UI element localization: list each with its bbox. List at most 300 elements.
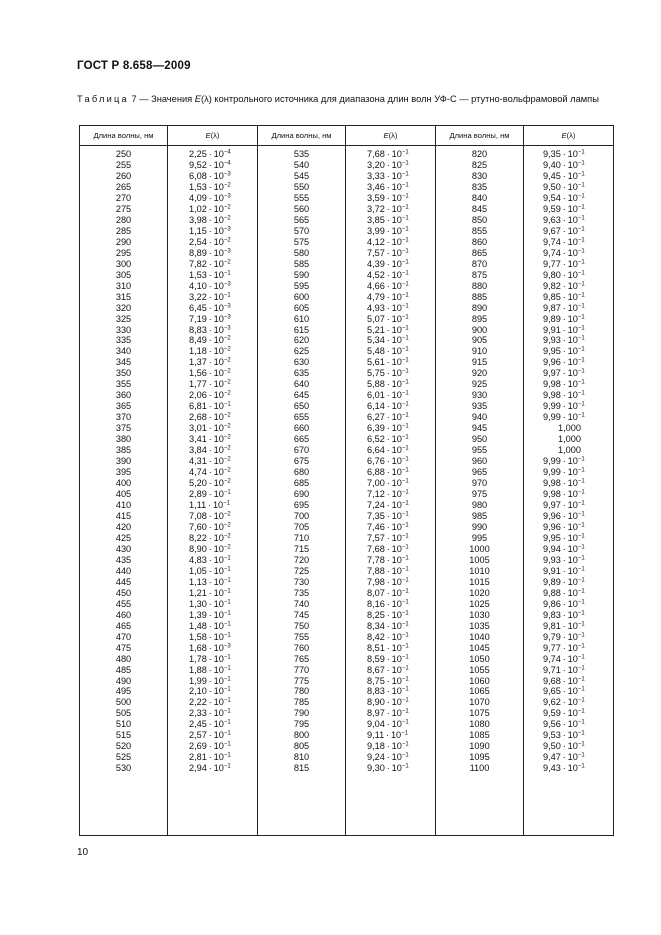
value-cell: $9,65 \cdot 10^{-1}$ (543, 686, 585, 697)
wavelength-cell: 780 (293, 686, 310, 697)
wavelength-cell: 575 (293, 236, 310, 247)
wavelength-cell: 305 (115, 269, 132, 280)
value-mantissa: 8,51 (367, 642, 385, 653)
value-mantissa: 9,89 (543, 313, 561, 324)
value-exponent: −3 (223, 248, 231, 255)
value-cell: $5,48 \cdot 10^{-1}$ (367, 346, 409, 357)
value-mantissa: 8,22 (189, 532, 207, 543)
value-exponent: −1 (577, 741, 585, 748)
value-cell: $3,99 \cdot 10^{-1}$ (367, 225, 409, 236)
value-mantissa: 7,68 (367, 543, 385, 554)
wavelength-cell: 385 (115, 445, 132, 456)
value-cell: $2,25 \cdot 10^{-4}$ (189, 149, 231, 159)
value-mantissa: 9,82 (543, 280, 561, 291)
value-cell: $2,33 \cdot 10^{-1}$ (189, 708, 231, 719)
wavelength-cell: 425 (115, 532, 132, 543)
caption-text-before: — Значения (136, 94, 195, 104)
value-cell: $8,83 \cdot 10^{-1}$ (367, 686, 409, 697)
value-exponent: −1 (577, 544, 585, 551)
value-mantissa: 7,57 (367, 532, 385, 543)
value-cell: $9,95 \cdot 10^{-1}$ (543, 532, 585, 543)
value-exponent: −1 (223, 719, 231, 726)
wavelength-cell: 310 (115, 280, 132, 291)
value-mantissa: 1,56 (189, 368, 207, 379)
value-mantissa: 4,52 (367, 269, 385, 280)
value-exponent: −2 (223, 357, 231, 364)
value-mantissa: 1,58 (189, 631, 207, 642)
value-cell: $7,88 \cdot 10^{-1}$ (367, 565, 409, 576)
value-cell: $7,82 \cdot 10^{-2}$ (189, 258, 231, 269)
value-mantissa: 9,54 (543, 192, 561, 203)
value-mantissa: 4,10 (189, 280, 207, 291)
value-mantissa: 2,10 (189, 686, 207, 697)
value-mantissa: 3,99 (367, 225, 385, 236)
wavelength-cell: 610 (293, 313, 310, 324)
value-mantissa: 9,59 (543, 203, 561, 214)
value-cell: $6,27 \cdot 10^{-1}$ (367, 412, 409, 423)
value-mantissa: 9,96 (543, 357, 561, 368)
value-mantissa: 5,20 (189, 478, 207, 489)
wavelength-cell: 1010 (469, 565, 490, 576)
value-cell: $1,11 \cdot 10^{-1}$ (189, 500, 231, 510)
value-mantissa: 1,99 (189, 675, 207, 686)
wavelength-cell: 1090 (469, 741, 490, 752)
wavelength-cell: 805 (293, 741, 310, 752)
wavelength-cell: 990 (471, 521, 488, 532)
value-cell: $8,25 \cdot 10^{-1}$ (367, 609, 409, 620)
wavelength-cell: 890 (471, 302, 488, 313)
value-cell: $9,52 \cdot 10^{-4}$ (189, 159, 231, 170)
value-mantissa: 6,08 (189, 170, 207, 181)
wavelength-cell: 855 (471, 225, 488, 236)
value-exponent: −1 (401, 511, 409, 518)
wavelength-cell: 460 (115, 609, 132, 620)
value-exponent: −1 (401, 456, 409, 463)
value-exponent: −1 (401, 599, 409, 606)
value-mantissa: 8,34 (367, 620, 385, 631)
value-mantissa: 3,22 (189, 291, 207, 302)
value-exponent: −1 (577, 500, 585, 507)
value-cell: $1,58 \cdot 10^{-1}$ (189, 631, 231, 642)
value-mantissa: 9,04 (367, 719, 385, 730)
value-cell: $8,16 \cdot 10^{-1}$ (367, 598, 409, 609)
value-exponent: −1 (401, 653, 409, 660)
value-mantissa: 6,45 (189, 302, 207, 313)
wavelength-cell: 870 (471, 258, 488, 269)
value-exponent: −1 (223, 664, 231, 671)
value-exponent: −1 (223, 632, 231, 639)
value-cell: $7,19 \cdot 10^{-3}$ (189, 313, 231, 324)
value-mantissa: 7,08 (189, 510, 207, 521)
value-cell: $8,22 \cdot 10^{-2}$ (189, 532, 231, 543)
wavelength-cell: 755 (293, 631, 310, 642)
value-exponent: −1 (401, 149, 409, 156)
value-mantissa: 9,77 (543, 258, 561, 269)
value-mantissa: 9,87 (543, 302, 561, 313)
wavelength-cell: 1005 (469, 554, 490, 565)
value-exponent: −1 (401, 478, 409, 485)
value-exponent: −1 (577, 259, 585, 266)
value-mantissa: 7,57 (367, 247, 385, 258)
value-exponent: −2 (223, 434, 231, 441)
wavelength-cell: 775 (293, 675, 310, 686)
wavelength-cell: 750 (293, 620, 310, 631)
wavelength-cell: 900 (471, 324, 488, 335)
wavelength-cell: 850 (471, 214, 488, 225)
value-exponent: −1 (223, 741, 231, 748)
value-cell: $6,88 \cdot 10^{-1}$ (367, 467, 409, 478)
value-cell: $8,89 \cdot 10^{-3}$ (189, 247, 231, 258)
value-exponent: −1 (223, 730, 231, 737)
value-exponent: −1 (223, 763, 231, 770)
value-mantissa: 1,68 (189, 642, 207, 653)
value-cell: $4,66 \cdot 10^{-1}$ (367, 280, 409, 291)
wavelength-column-3 (436, 146, 524, 836)
value-cell: $7,08 \cdot 10^{-2}$ (189, 510, 231, 521)
wavelength-cell: 655 (293, 412, 310, 423)
value-cell: $9,99 \cdot 10^{-1}$ (543, 401, 585, 412)
value-mantissa: 3,72 (367, 203, 385, 214)
wavelength-cell: 250 (115, 149, 132, 159)
value-mantissa: 6,01 (367, 390, 385, 401)
value-exponent: −1 (401, 522, 409, 529)
wavelength-cell: 625 (293, 346, 310, 357)
value-mantissa: 6,76 (367, 456, 385, 467)
value-exponent: −1 (577, 511, 585, 518)
value-exponent: −1 (401, 390, 409, 397)
value-mantissa: 9,95 (543, 532, 561, 543)
value-mantissa: 8,75 (367, 675, 385, 686)
value-mantissa: 5,75 (367, 368, 385, 379)
value-mantissa: 4,12 (367, 236, 385, 247)
value-exponent: −1 (577, 599, 585, 606)
value-mantissa: 9,98 (543, 390, 561, 401)
value-cell: $4,09 \cdot 10^{-3}$ (189, 192, 231, 203)
value-mantissa: 9,53 (543, 730, 561, 741)
value-exponent: −1 (577, 588, 585, 595)
wavelength-cell: 435 (115, 554, 132, 565)
wavelength-cell: 785 (293, 697, 310, 708)
value-mantissa: 8,90 (189, 543, 207, 554)
value-mantissa: 2,33 (189, 708, 207, 719)
value-exponent: −1 (401, 489, 409, 496)
value-cell: $1,39 \cdot 10^{-1}$ (189, 609, 231, 620)
value-mantissa: 9,77 (543, 642, 561, 653)
value-mantissa: 8,83 (367, 686, 385, 697)
value-cell: $3,85 \cdot 10^{-1}$ (367, 214, 409, 225)
value-mantissa: 1,02 (189, 203, 207, 214)
wavelength-cell: 720 (293, 554, 310, 565)
value-mantissa: 9,97 (543, 368, 561, 379)
caption-lead: Таблица (77, 94, 129, 104)
value-cell: $8,67 \cdot 10^{-1}$ (367, 664, 409, 675)
value-cell: $9,97 \cdot 10^{-1}$ (543, 500, 585, 510)
value-exponent: −1 (401, 500, 409, 507)
value-exponent: −1 (401, 302, 409, 309)
header-wavelength-2: Длина волны, нм (258, 126, 346, 146)
value-cell: $3,41 \cdot 10^{-2}$ (189, 434, 231, 445)
wavelength-cell: 665 (293, 434, 310, 445)
value-mantissa: 7,68 (367, 149, 385, 159)
wavelength-cell: 975 (471, 489, 488, 500)
value-exponent: −1 (577, 379, 585, 386)
wavelength-cell: 360 (115, 390, 132, 401)
value-cell: $2,94 \cdot 10^{-1}$ (189, 763, 231, 774)
wavelength-cell: 490 (115, 675, 132, 686)
value-mantissa: 5,21 (367, 324, 385, 335)
value-cell: $9,95 \cdot 10^{-1}$ (543, 346, 585, 357)
value-exponent: −1 (401, 160, 409, 167)
wavelength-cell: 445 (115, 576, 132, 587)
value-mantissa: 1,78 (189, 653, 207, 664)
value-exponent: −1 (577, 292, 585, 298)
value-mantissa: 1,000 (558, 445, 581, 456)
value-exponent: −1 (401, 708, 409, 715)
wavelength-cell: 1060 (469, 675, 490, 686)
value-cell: $8,90 \cdot 10^{-1}$ (367, 697, 409, 708)
wavelength-cell: 275 (115, 203, 132, 214)
value-cell: $1,05 \cdot 10^{-1}$ (189, 565, 231, 576)
value-exponent: −1 (577, 302, 585, 309)
value-exponent: −2 (223, 335, 231, 342)
value-exponent: −3 (223, 313, 231, 320)
value-cell: $5,20 \cdot 10^{-2}$ (189, 478, 231, 489)
value-mantissa: 7,98 (367, 576, 385, 587)
value-mantissa: 2,06 (189, 390, 207, 401)
value-cell: $9,43 \cdot 10^{-1}$ (543, 763, 585, 774)
value-cell: $3,59 \cdot 10^{-1}$ (367, 192, 409, 203)
value-mantissa: 9,80 (543, 269, 561, 280)
value-exponent: −1 (401, 313, 409, 320)
header-symbol: E (205, 131, 211, 140)
value-mantissa: 6,81 (189, 401, 207, 412)
value-exponent: −1 (401, 171, 409, 178)
value-mantissa: 7,19 (189, 313, 207, 324)
wavelength-cell: 520 (115, 741, 132, 752)
value-exponent: −2 (223, 456, 231, 463)
wavelength-cell: 865 (471, 247, 488, 258)
value-cell: $2,06 \cdot 10^{-2}$ (189, 390, 231, 401)
wavelength-cell: 470 (115, 631, 132, 642)
value-exponent: −3 (223, 324, 231, 331)
wavelength-cell: 895 (471, 313, 488, 324)
value-exponent: −1 (401, 664, 409, 671)
value-cell (543, 434, 613, 445)
value-exponent: −1 (401, 324, 409, 331)
value-exponent: −1 (223, 555, 231, 562)
value-exponent: −1 (401, 248, 409, 255)
wavelength-cell: 810 (293, 752, 310, 763)
value-mantissa: 9,50 (543, 741, 561, 752)
wavelength-cell: 705 (293, 521, 310, 532)
value-cell: $7,60 \cdot 10^{-2}$ (189, 521, 231, 532)
value-exponent: −1 (577, 313, 585, 320)
value-mantissa: 9,50 (543, 181, 561, 192)
wavelength-cell: 730 (293, 576, 310, 587)
wavelength-cell: 330 (115, 324, 132, 335)
value-mantissa: 9,24 (367, 752, 385, 763)
value-mantissa: 9,91 (543, 565, 561, 576)
value-exponent: −1 (577, 357, 585, 364)
header-symbol: E (561, 131, 567, 140)
value-mantissa: 7,78 (367, 554, 385, 565)
value-mantissa: 9,56 (543, 719, 561, 730)
value-exponent: −1 (577, 643, 585, 649)
wavelength-cell: 365 (115, 401, 132, 412)
value-exponent: −1 (577, 401, 585, 408)
wavelength-cell: 325 (115, 313, 132, 324)
wavelength-cell: 375 (115, 423, 132, 434)
value-mantissa: 7,12 (367, 489, 385, 500)
value-mantissa: 9,35 (543, 149, 561, 159)
value-mantissa: 9,96 (543, 510, 561, 521)
value-mantissa: 2,69 (189, 741, 207, 752)
value-cell: $9,99 \cdot 10^{-1}$ (543, 456, 585, 467)
value-cell: $6,52 \cdot 10^{-1}$ (367, 434, 409, 445)
wavelength-cell: 255 (115, 159, 132, 170)
value-cell: $6,01 \cdot 10^{-1}$ (367, 390, 409, 401)
value-mantissa: 1,39 (189, 609, 207, 620)
value-cell: $9,81 \cdot 10^{-1}$ (543, 620, 585, 631)
value-exponent: −1 (223, 292, 231, 298)
wavelength-cell: 430 (115, 543, 132, 554)
value-cell: $6,45 \cdot 10^{-3}$ (189, 302, 231, 313)
wavelength-cell: 590 (293, 269, 310, 280)
value-mantissa: 1,53 (189, 181, 207, 192)
value-mantissa: 8,89 (189, 247, 207, 258)
value-mantissa: 9,85 (543, 291, 561, 302)
value-mantissa: 2,94 (189, 763, 207, 774)
wavelength-cell: 1030 (469, 609, 490, 620)
wavelength-cell: 930 (471, 390, 488, 401)
value-exponent: −1 (223, 697, 231, 704)
wavelength-cell: 335 (115, 335, 132, 346)
value-mantissa: 9,97 (543, 500, 561, 510)
value-cell: $7,35 \cdot 10^{-1}$ (367, 510, 409, 521)
value-exponent: −1 (577, 237, 585, 244)
value-cell: $9,47 \cdot 10^{-1}$ (543, 752, 585, 763)
value-mantissa: 8,59 (367, 653, 385, 664)
value-cell: $9,99 \cdot 10^{-1}$ (543, 467, 585, 478)
wavelength-cell: 715 (293, 543, 310, 554)
value-cell: $6,39 \cdot 10^{-1}$ (367, 423, 409, 434)
wavelength-cell: 630 (293, 357, 310, 368)
wavelength-cell: 950 (471, 434, 488, 445)
value-exponent: −1 (223, 610, 231, 617)
value-exponent: −1 (223, 489, 231, 496)
value-exponent: −1 (223, 401, 231, 408)
value-cell: $9,98 \cdot 10^{-1}$ (543, 390, 585, 401)
value-cell: $9,80 \cdot 10^{-1}$ (543, 269, 585, 280)
value-mantissa: 9,98 (543, 489, 561, 500)
value-mantissa: 9,52 (189, 159, 207, 170)
value-exponent: −1 (401, 259, 409, 266)
value-exponent: −1 (401, 215, 409, 222)
value-mantissa: 9,79 (543, 631, 561, 642)
wavelength-cell: 645 (293, 390, 310, 401)
value-exponent: −2 (223, 204, 231, 211)
value-mantissa: 9,11 (367, 730, 385, 741)
value-exponent: −1 (223, 500, 231, 507)
value-mantissa: 8,90 (367, 697, 385, 708)
value-cell: $9,24 \cdot 10^{-1}$ (367, 752, 409, 763)
value-cell: $7,46 \cdot 10^{-1}$ (367, 521, 409, 532)
wavelength-cell: 925 (471, 379, 488, 390)
value-exponent: −1 (401, 292, 409, 298)
value-mantissa: 7,46 (367, 521, 385, 532)
wavelength-cell: 350 (115, 368, 132, 379)
value-mantissa: 2,25 (189, 149, 207, 159)
value-mantissa: 5,48 (367, 346, 385, 357)
value-mantissa: 7,82 (189, 258, 207, 269)
value-mantissa: 1,88 (189, 664, 207, 675)
value-exponent: −1 (577, 675, 585, 682)
value-column-2 (346, 146, 436, 836)
wavelength-column-2 (258, 146, 346, 836)
wavelength-cell: 830 (471, 170, 488, 181)
value-mantissa: 8,25 (367, 609, 385, 620)
value-mantissa: 2,54 (189, 236, 207, 247)
value-exponent: −2 (223, 379, 231, 386)
value-exponent: −1 (577, 697, 585, 704)
wavelength-cell: 985 (471, 510, 488, 521)
value-cell: $1,78 \cdot 10^{-1}$ (189, 653, 231, 664)
wavelength-cell: 960 (471, 456, 488, 467)
value-cell: $1,53 \cdot 10^{-1}$ (189, 269, 231, 280)
value-cell: $8,42 \cdot 10^{-1}$ (367, 631, 409, 642)
value-mantissa: 8,83 (189, 324, 207, 335)
value-exponent: −3 (223, 281, 231, 288)
document-header: ГОСТ Р 8.658—2009 (77, 60, 191, 72)
header-value-2 (346, 126, 436, 146)
value-cell: $1,18 \cdot 10^{-2}$ (189, 346, 231, 357)
wavelength-cell: 935 (471, 401, 488, 412)
value-mantissa: 8,49 (189, 335, 207, 346)
value-cell: $2,54 \cdot 10^{-2}$ (189, 236, 231, 247)
value-exponent: −1 (401, 566, 409, 573)
value-exponent: −1 (577, 555, 585, 562)
value-mantissa: 3,41 (189, 434, 207, 445)
value-exponent: −2 (223, 346, 231, 353)
value-exponent: −4 (223, 149, 231, 156)
wavelength-cell: 1000 (469, 543, 490, 554)
value-cell: $3,84 \cdot 10^{-2}$ (189, 445, 231, 456)
value-mantissa: 9,96 (543, 521, 561, 532)
wavelength-cell: 270 (115, 192, 132, 203)
value-exponent: −1 (401, 577, 409, 584)
value-cell: $5,75 \cdot 10^{-1}$ (367, 368, 409, 379)
value-exponent: −2 (223, 182, 231, 189)
value-mantissa: 9,93 (543, 335, 561, 346)
value-cell: $4,79 \cdot 10^{-1}$ (367, 291, 409, 302)
wavelength-cell: 620 (293, 335, 310, 346)
value-mantissa: 9,43 (543, 763, 561, 774)
value-exponent: −1 (401, 357, 409, 364)
value-cell: $9,59 \cdot 10^{-1}$ (543, 708, 585, 719)
value-exponent: −1 (401, 610, 409, 617)
value-exponent: −1 (577, 412, 585, 419)
wavelength-cell: 1045 (469, 642, 490, 653)
header-wavelength-1: Длина волны, нм (80, 126, 168, 146)
wavelength-cell: 1095 (469, 752, 490, 763)
wavelength-cell: 605 (293, 302, 310, 313)
value-cell: $8,34 \cdot 10^{-1}$ (367, 620, 409, 631)
value-cell: $9,93 \cdot 10^{-1}$ (543, 335, 585, 346)
wavelength-cell: 550 (293, 181, 310, 192)
value-exponent: −2 (223, 511, 231, 518)
wavelength-cell: 1080 (469, 719, 490, 730)
value-cell: $8,83 \cdot 10^{-3}$ (189, 324, 231, 335)
